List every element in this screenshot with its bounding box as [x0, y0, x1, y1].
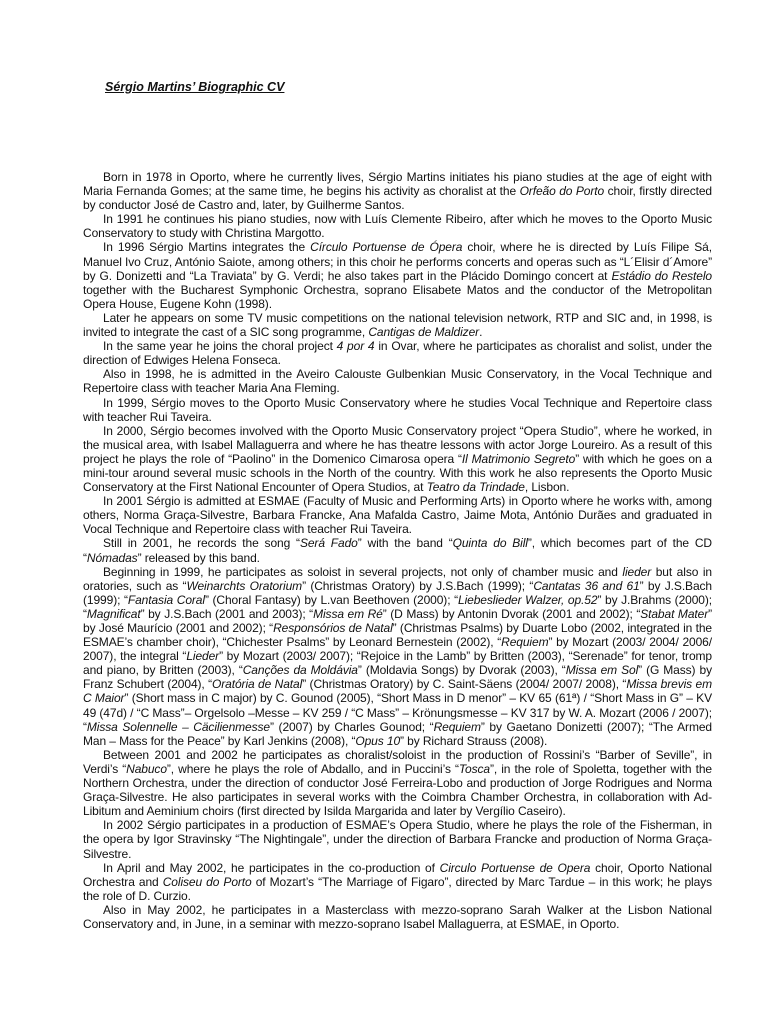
- paragraph-text: In 1999, Sérgio moves to the Oporto Music Conservatory where he studies Vocal Technique and Repertoire class with teacher Rui Taveira.: [83, 395, 712, 424]
- paragraph-text: Between 2001 and 2002 he participates as choralist/soloist in the production of Rossini’s “Barber of Seville”, in Verdi’s “: [83, 747, 712, 776]
- italic-title-text: Tosca: [458, 761, 490, 776]
- paragraph-text: ” with the band “: [357, 536, 453, 551]
- italic-title-text: Missa em Sol: [565, 663, 639, 678]
- italic-title-text: Lieder: [186, 649, 220, 664]
- paragraph-text: ” (Moldavia Songs) by Dvorak (2003), “: [357, 663, 566, 678]
- italic-title-text: Requiem: [433, 719, 481, 734]
- italic-title-text: Círculo Portuense de Ópera: [310, 240, 463, 255]
- body-paragraph: [83, 240, 712, 310]
- body-paragraph: [83, 861, 712, 903]
- paragraph-text: In 2002 Sérgio participates in a production of ESMAE’s Opera Studio, where he plays the role of the Fisherman, in the opera by Igor Stravinsky “The Nightingale”, under the direction of Barbara Francke and production of Norma Graça-Silvestre.: [83, 818, 712, 861]
- body-paragraph: [83, 311, 712, 339]
- italic-title-text: Missa em Ré: [313, 606, 383, 621]
- italic-title-text: Requiem: [501, 635, 549, 650]
- paragraph-text: ”, where he plays the role of Abdallo, and in Puccini’s “: [166, 761, 459, 776]
- italic-title-text: Magnificat: [86, 606, 141, 621]
- paragraph-text: Later he appears on some TV music competitions on the national television network, RTP and SIC and, in 1998, is invited to integrate the cast of a SIC song programme,: [83, 310, 712, 340]
- paragraph-text: ” by José Maurício (2001 and 2002); “: [83, 606, 712, 635]
- paragraph-text: , Lisbon.: [524, 480, 570, 495]
- italic-title-text: Cantatas 36 and 61: [533, 578, 640, 593]
- paragraph-text: In 2001 Sérgio is admitted at ESMAE (Faculty of Music and Performing Arts) in Oporto where he works with, among others, Norma Graça-Silvestre, Barbara Francke, Ana Mafalda Castro, Jaime Mota, António Durães and graduated in Vocal Technique and Repertoire class with teacher Rui Taveira.: [83, 494, 712, 537]
- italic-title-text: Nómadas: [86, 550, 138, 565]
- body-paragraph: [83, 565, 712, 748]
- paragraph-text: Also in May 2002, he participates in a Masterclass with mezzo-soprano Sarah Walker at the Lisbon National Conservatory and, in June, in a seminar with mezzo-soprano Isabel Mallaguerra, at ESMAE, in Oporto.: [83, 902, 712, 931]
- paragraph-text: ” by Mozart (2003/ 2007); “Rejoice in the Lamb” by Britten (2003), “Serenade” for tenor, tromp and piano, by Britten (2003), “: [83, 649, 712, 678]
- paragraph-text: ” (2007) by Charles Gounod; “: [270, 719, 434, 734]
- paragraph-text: ” (Short mass in C major) by C. Gounod (2005), “Short Mass in D menor” – KV 65 (61ª) / “Short Mass in G” – KV 49 (47d) / “C Mass”– Orgelsolo –Messe – KV 259 / “C Mass” – Krönungsmesse – KV 317 by W. A. Mozart (2006 / 2007); “: [83, 691, 712, 734]
- paragraph-text: choir, where he is directed by Luís Filipe Sá, Manuel Ivo Cruz, António Saiote, among others; in this choir he performs concerts and operas such as “L´Elisir d´Amore” by G. Donizetti and “La Traviata” by G. Verdi; he also takes part in the Plácido Domingo concert at: [83, 240, 712, 283]
- paragraph-text: ” released by this band.: [137, 550, 260, 565]
- paragraph-text: choir, firstly directed by conductor José de Castro and, later, by Guilherme Santos.: [83, 184, 712, 213]
- paragraph-text: In April and May 2002, he participates in the co-production of: [103, 860, 440, 875]
- italic-title-text: Oratória de Natal: [212, 677, 303, 692]
- paragraph-text: ” with which he goes on a mini-tour around several music schools in the North of the country. With this work he also represents the Oporto Music Conservatory at the First National Encounter of Opera Studios, at: [83, 451, 713, 495]
- body-paragraph: [83, 396, 712, 424]
- body-paragraph: [83, 339, 712, 367]
- paragraph-text: ” (G Mass) by Franz Schubert (2004), “: [83, 663, 712, 692]
- italic-title-text: Fantasia Coral: [127, 592, 205, 607]
- paragraph-text: ” by Mozart (2003/ 2004/ 2006/ 2007), the integral “: [83, 635, 712, 664]
- italic-title-text: Missa brevis em C Maior: [83, 677, 712, 706]
- italic-title-text: Teatro da Trindade: [426, 480, 525, 495]
- paragraph-text: ”, in the role of Spoletta, together with the Northern Orchestra, under the direction of conductor José Ferreira-Lobo and production of Jorge Rodrigues and Norma Graça-Silvestre. He also participates in several works with the Coimbra Chamber Orchestra, in collaboration with Ad-Libitum and Aeminium choirs (first directed by Isilda Margarida and later by Vergílio Caseiro).: [83, 761, 712, 819]
- body-paragraph: [83, 494, 712, 536]
- italic-title-text: Opus 10: [355, 733, 401, 748]
- italic-title-text: Il Matrimonio Segreto: [461, 451, 576, 466]
- paragraph-text: ” (Christmas Psalms) by Duarte Lobo (2002, integrated in the ESMAE’s chamber choir), “Chichester Psalms” by Leonard Bernestein (2002), “: [83, 621, 712, 650]
- italic-title-text: Estádio do Restelo: [611, 268, 712, 283]
- italic-title-text: Liebeslieder Walzer, op.52: [458, 592, 598, 607]
- italic-title-text: Circulo Portuense de Opera: [439, 860, 591, 875]
- paragraph-text: ” by J.S.Bach (2001 and 2003); “: [140, 606, 314, 621]
- document-body: [83, 170, 712, 931]
- italic-title-text: Stabat Mater: [640, 606, 709, 621]
- italic-title-text: Cantigas de Maldizer: [368, 325, 480, 340]
- paragraph-text: together with the Bucharest Symphonic Orchestra, soprano Elisabete Matos and the conductor of the Metropolitan Opera House, Eugene Kohn (1998).: [83, 282, 712, 311]
- paragraph-text: ” (D Mass) by Antonin Dvorak (2001 and 2002); “: [382, 606, 641, 621]
- italic-title-text: Nabuco: [126, 761, 167, 776]
- body-paragraph: [83, 212, 712, 240]
- paragraph-text: ” by Richard Strauss (2008).: [400, 733, 548, 748]
- italic-title-text: lieder: [622, 564, 652, 579]
- italic-title-text: Weinarchts Oratorium: [186, 578, 303, 593]
- body-paragraph: [83, 536, 712, 564]
- body-paragraph: [83, 170, 712, 212]
- body-paragraph: [83, 818, 712, 860]
- paragraph-text: Beginning in 1999, he participates as soloist in several projects, not only of chamber music and: [103, 564, 623, 579]
- italic-title-text: Canções da Moldávia: [242, 663, 358, 678]
- italic-title-text: Coliseu do Porto: [162, 874, 252, 889]
- italic-title-text: Responsórios de Natal: [273, 621, 393, 635]
- paragraph-text: In 1991 he continues his piano studies, now with Luís Clemente Ribeiro, after which he moves to the Oporto Music Conservatory to study with Christina Margotto.: [83, 212, 712, 241]
- paragraph-text: in Ovar, where he participates as choralist and solist, under the direction of Edwiges Helena Fonseca.: [83, 339, 712, 368]
- paragraph-text: .: [479, 325, 483, 340]
- paragraph-text: of Mozart’s “The Marriage of Figaro”, directed by Marc Tardue – in this work; he plays the role of D. Curzio.: [83, 874, 712, 903]
- paragraph-text: Still in 2001, he records the song “: [103, 536, 300, 551]
- italic-title-text: Orfeão do Porto: [519, 184, 605, 199]
- italic-title-text: Quinta do Bill: [452, 536, 528, 551]
- body-paragraph: [83, 367, 712, 395]
- paragraph-text: In the same year he joins the choral project: [103, 339, 337, 354]
- italic-title-text: Será Fado: [299, 536, 358, 551]
- paragraph-text: In 2000, Sérgio becomes involved with the Oporto Music Conservatory project “Opera Studio”, where he worked, in the musical area, with Isabel Mallaguerra and where he has theatre lessons with actor Jorge Loureiro. As a result of this project he plays the role of “Paolino” in the Domenico Cimarosa opera “: [83, 423, 712, 466]
- paragraph-text: ” (Christmas Oratory) by C. Saint-Säens (2004/ 2007/ 2008), “: [302, 677, 627, 692]
- body-paragraph: [83, 424, 712, 494]
- paragraph-text: Also in 1998, he is admitted in the Aveiro Calouste Gulbenkian Music Conservatory, in the Vocal Technique and Repertoire class with teacher Maria Ana Fleming.: [83, 367, 712, 396]
- paragraph-text: choir, Oporto National Orchestra and: [83, 860, 712, 889]
- document-title: Sérgio Martins’ Biographic CV: [105, 80, 285, 94]
- paragraph-text: but also in oratories, such as “: [83, 564, 713, 593]
- paragraph-text: ” (Choral Fantasy) by L.van Beethoven (2000); “: [204, 592, 458, 607]
- paragraph-text: Born in 1978 in Oporto, where he currently lives, Sérgio Martins initiates his piano studies at the age of eight with Maria Fernanda Gomes; at the same time, he begins his activity as choralist at the: [83, 170, 712, 199]
- body-paragraph: [83, 748, 712, 818]
- body-paragraph: [83, 903, 712, 931]
- paragraph-text: ” by Gaetano Donizetti (2007); “The Armed Man – Mass for the Peace” by Karl Jenkins (2008), “: [83, 719, 712, 748]
- italic-title-text: Missa Solennelle – Cäcilienmesse: [86, 719, 271, 734]
- italic-title-text: 4 por 4: [336, 339, 375, 354]
- paragraph-text: In 1996 Sérgio Martins integrates the: [103, 240, 311, 255]
- paragraph-text: ”, which becomes part of the CD “: [83, 536, 712, 565]
- paragraph-text: ” by J.S.Bach (1999); “: [83, 578, 713, 607]
- paragraph-text: ” by J.Brahms (2000); “: [83, 592, 712, 621]
- paragraph-text: ” (Christmas Oratory) by J.S.Bach (1999); “: [302, 578, 534, 593]
